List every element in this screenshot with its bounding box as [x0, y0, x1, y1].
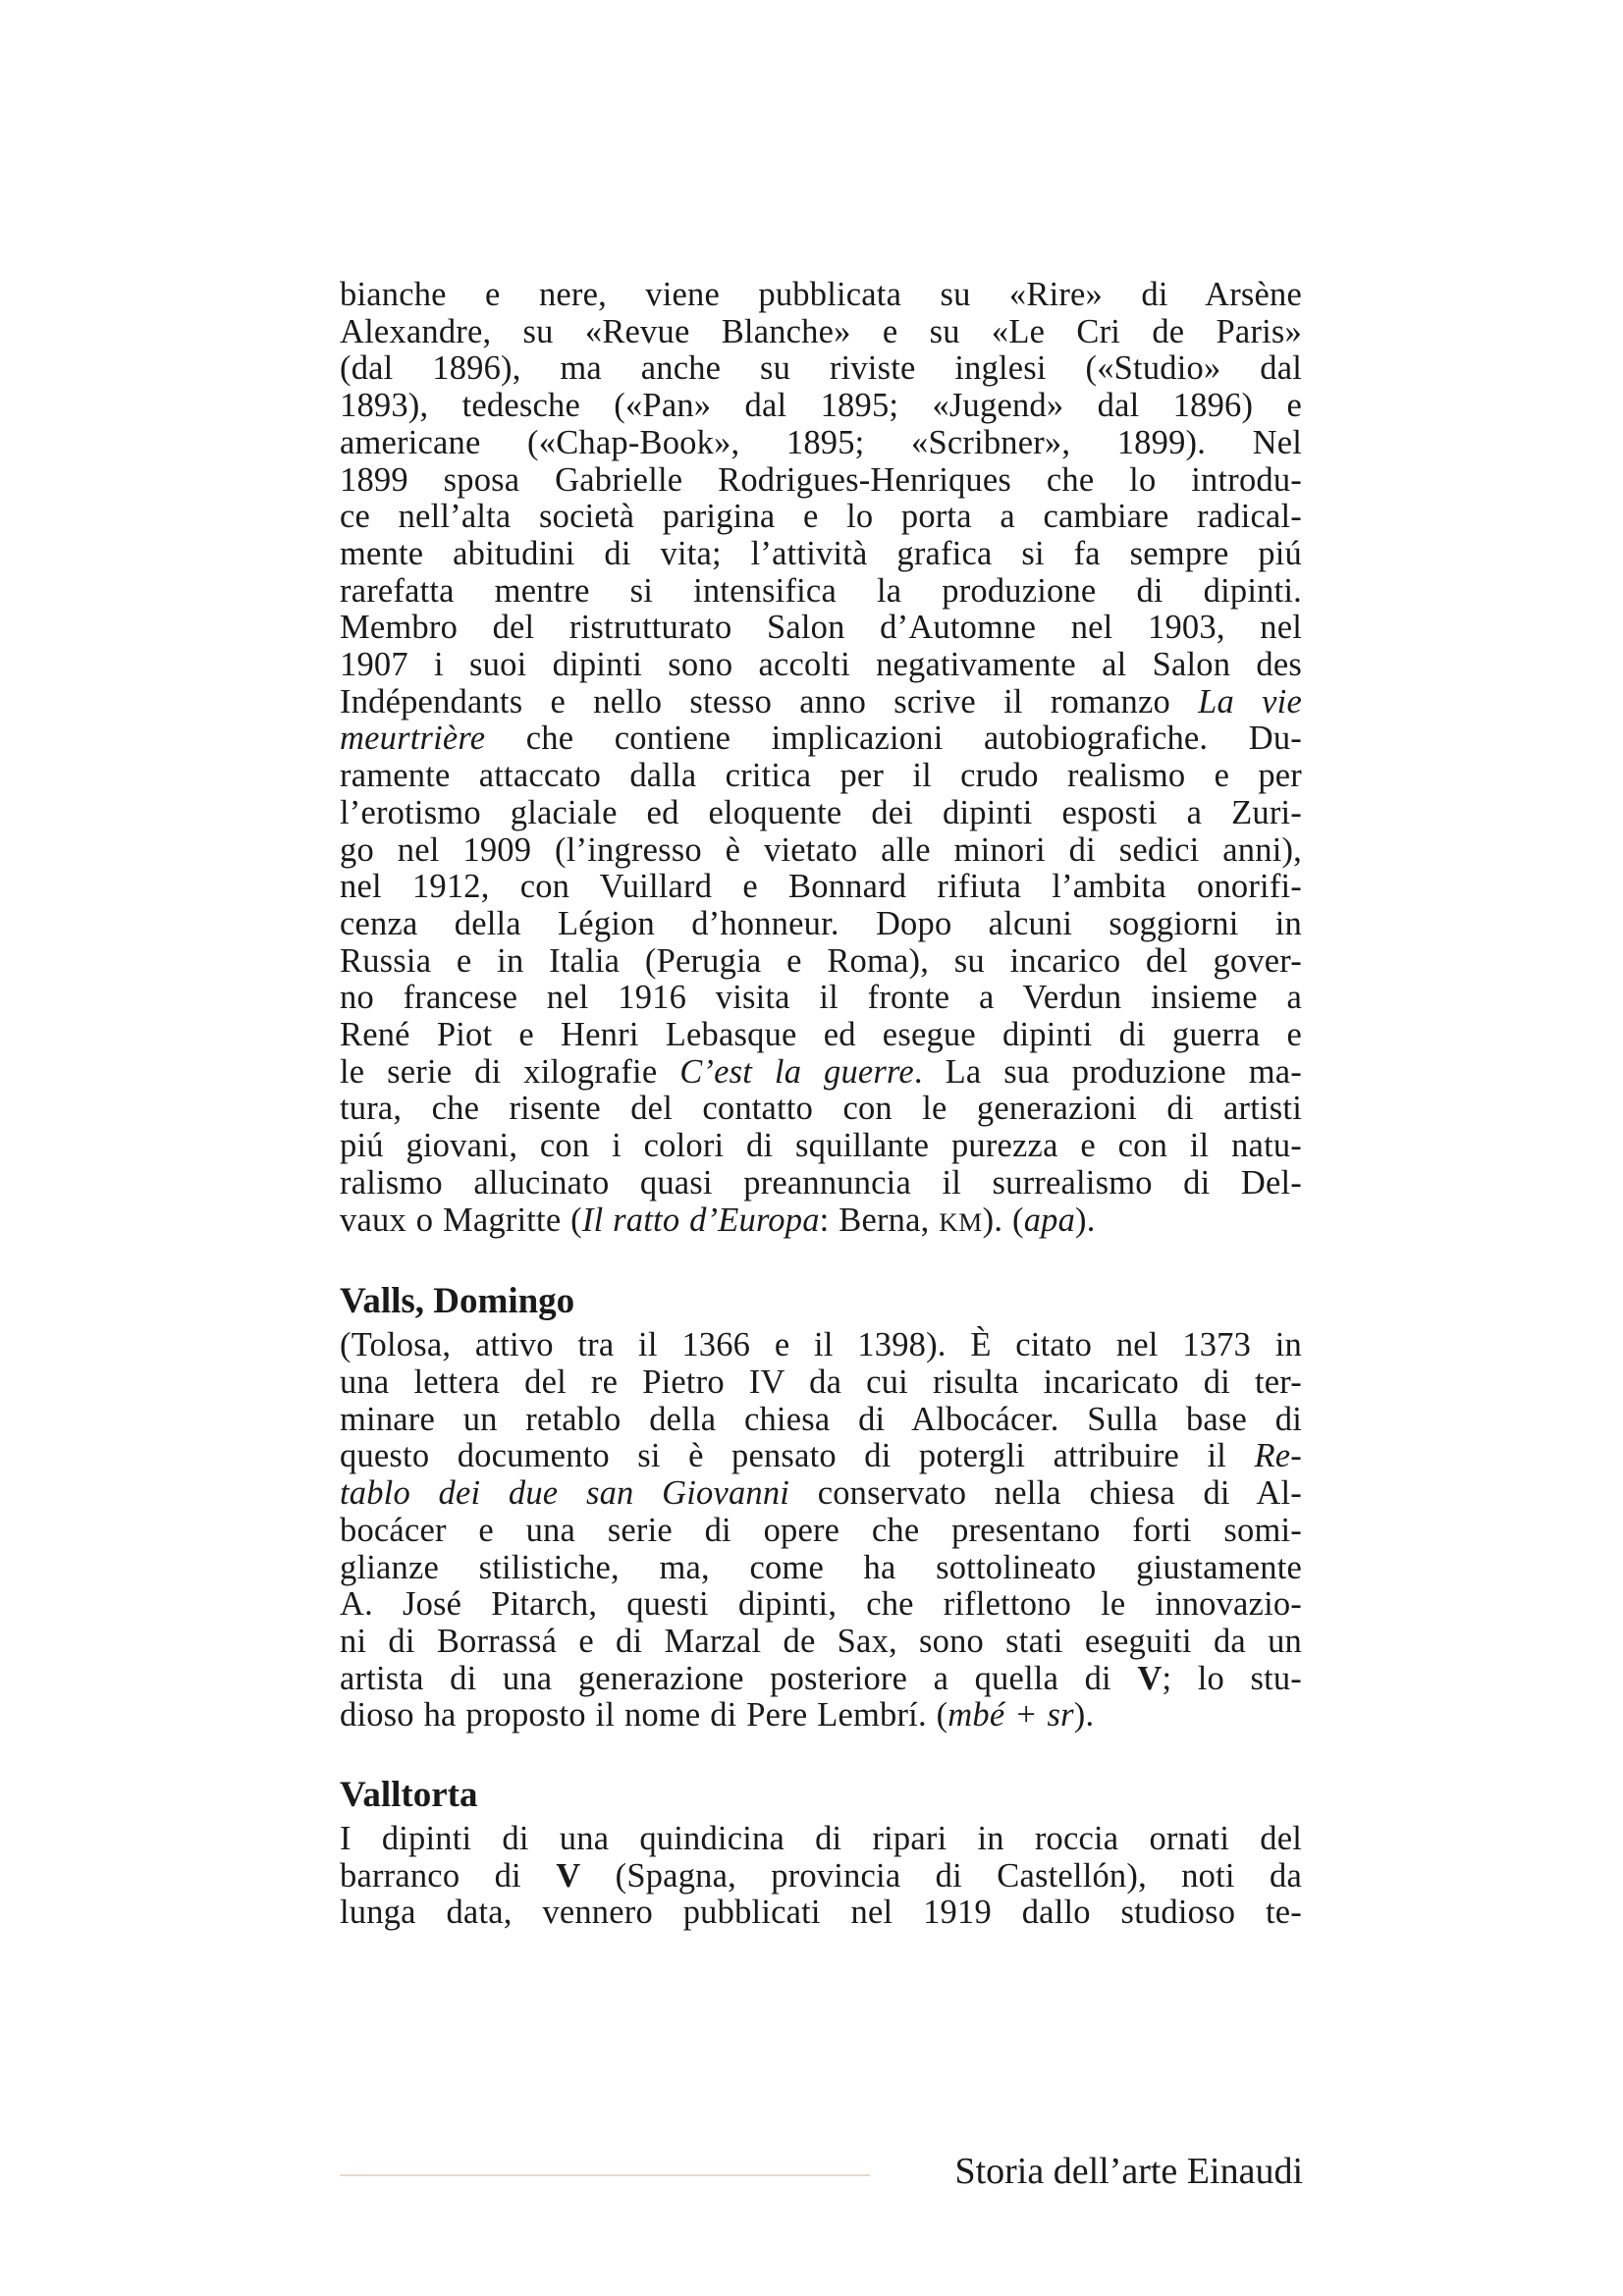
entry-valls-body: [340, 1327, 1302, 1735]
text-line: [340, 1202, 1302, 1242]
text-line: 1907 i suoi dipinti sono accolti negativamente al Salon des: [340, 646, 1302, 684]
text-segment: Indépendants e nello stesso anno scrive il romanzo: [340, 682, 1199, 721]
text-line: americane («Chap-Book», 1895; «Scribner», 1899). Nel: [340, 423, 1302, 461]
text-line: piú giovani, con i colori di squillante purezza e con il natu-: [340, 1127, 1302, 1165]
italic-title-la-vie: La vie: [1198, 682, 1302, 721]
entry-valltorta-body: [340, 1821, 1302, 1932]
text-line: 1899 sposa Gabrielle Rodrigues-Henriques che lo introdu-: [340, 460, 1302, 499]
text-column: [340, 277, 1302, 1932]
bold-abbrev: V: [556, 1856, 581, 1895]
italic-title-retablo: Re-: [1254, 1437, 1302, 1475]
italic-title-cest-la-guerre: C’est la guerre: [679, 1052, 914, 1091]
museum-abbrev: KM: [939, 1206, 983, 1237]
italic-title-ratto: Il ratto d’Europa: [581, 1201, 820, 1239]
text-segment: le serie di xilografie: [340, 1052, 680, 1091]
author-signature: apa: [1023, 1201, 1076, 1239]
text-line: una lettera del re Pietro IV da cui risulta incaricato di ter-: [340, 1362, 1302, 1401]
text-line: [340, 1475, 1302, 1513]
text-line: ramente attaccato dalla critica per il crudo realismo e per: [340, 757, 1302, 795]
text-line: ce nell’alta società parigina e lo porta a cambiare radical-: [340, 498, 1302, 536]
text-line: tura, che risente del contatto con le generazioni di artisti: [340, 1090, 1302, 1128]
entry-heading-valltorta: Valltorta: [340, 1775, 478, 1816]
author-signature: mbé + sr: [947, 1696, 1074, 1735]
text-line: [340, 1858, 1302, 1896]
text-segment: dioso ha proposto il nome di Pere Lembrí. (: [340, 1696, 948, 1735]
text-segment: ).: [1075, 1201, 1096, 1239]
text-line: nel 1912, con Vuillard e Bonnard rifiuta l’ambita onorifi-: [340, 868, 1302, 906]
text-line: glianze stilistiche, ma, come ha sottolineato giustamente: [340, 1548, 1302, 1586]
text-line: rarefatta mentre si intensifica la produzione di dipinti.: [340, 571, 1302, 610]
text-segment: . La sua produzione ma-: [913, 1052, 1302, 1091]
text-line: minare un retablo della chiesa di Albocácer. Sulla base di: [340, 1400, 1302, 1438]
text-line: (dal 1896), ma anche su riviste inglesi («Studio» dal: [340, 349, 1302, 388]
text-line: Alexandre, su «Revue Blanche» e su «Le Cri de Paris»: [340, 312, 1302, 350]
text-line: ni di Borrassá e di Marzal de Sax, sono stati eseguiti da un: [340, 1622, 1302, 1660]
text-line: ralismo allucinato quasi preannuncia il surrealismo di Del-: [340, 1163, 1302, 1201]
text-line: [340, 1054, 1302, 1092]
text-segment: (Spagna, provincia di Castellón), noti da: [580, 1856, 1302, 1895]
text-segment: che contiene implicazioni autobiografiche. Du-: [485, 720, 1302, 758]
text-line: no francese nel 1916 visita il fronte a Verdun insieme a: [340, 979, 1302, 1017]
footer-rule: [340, 2174, 870, 2176]
text-segment: : Berna,: [819, 1201, 940, 1239]
italic-title-meurtriere: meurtrière: [340, 720, 486, 758]
text-segment: vaux o Magritte (: [340, 1201, 582, 1239]
text-segment: barranco di: [340, 1856, 557, 1895]
text-line: l’erotismo glaciale ed eloquente dei dipinti esposti a Zuri-: [340, 793, 1302, 831]
text-line: [340, 1697, 1302, 1735]
text-line: René Piot e Henri Lebasque ed esegue dipinti di guerra e: [340, 1016, 1302, 1054]
bold-abbrev: V: [1137, 1659, 1163, 1697]
text-line: I dipinti di una quindicina di ripari in roccia ornati del: [340, 1820, 1302, 1858]
text-line: lunga data, vennero pubblicati nel 1919 dallo studioso te-: [340, 1894, 1302, 1932]
text-line: (Tolosa, attivo tra il 1366 e il 1398). È citato nel 1373 in: [340, 1326, 1302, 1364]
text-segment: artista di una generazione posteriore a quella di: [340, 1659, 1138, 1697]
entry-vallotton-body: [340, 277, 1302, 1241]
text-segment: ).: [1073, 1696, 1095, 1735]
italic-title-retablo-cont: tablo dei due san Giovanni: [340, 1474, 790, 1513]
text-line: A. José Pitarch, questi dipinti, che riflettono le innovazio-: [340, 1585, 1302, 1624]
text-segment: ). (: [982, 1201, 1024, 1239]
text-line: [340, 684, 1302, 721]
text-line: cenza della Légion d’honneur. Dopo alcuni soggiorni in: [340, 904, 1302, 942]
text-line: [340, 1438, 1302, 1475]
text-line: bocácer e una serie di opere che presentano forti somi-: [340, 1511, 1302, 1549]
text-line: [340, 1661, 1302, 1698]
text-line: bianche e nere, viene pubblicata su «Rire» di Arsène: [340, 276, 1302, 313]
text-segment: questo documento si è pensato di potergli attribuire il: [340, 1437, 1255, 1475]
entry-heading-valls: Valls, Domingo: [340, 1281, 575, 1322]
text-line: Membro del ristrutturato Salon d’Automne nel 1903, nel: [340, 609, 1302, 647]
text-line: [340, 721, 1302, 758]
text-line: go nel 1909 (l’ingresso è vietato alle minori di sedici anni),: [340, 830, 1302, 869]
text-line: Russia e in Italia (Perugia e Roma), su incarico del gover-: [340, 941, 1302, 980]
text-line: 1893), tedesche («Pan» dal 1895; «Jugend» dal 1896) e: [340, 387, 1302, 425]
text-line: mente abitudini di vita; l’attività grafica si fa sempre piú: [340, 534, 1302, 572]
footer-title: Storia dell’arte Einaudi: [954, 2151, 1303, 2192]
text-segment: ; lo stu-: [1162, 1659, 1302, 1697]
text-segment: conservato nella chiesa di Al-: [789, 1474, 1302, 1513]
